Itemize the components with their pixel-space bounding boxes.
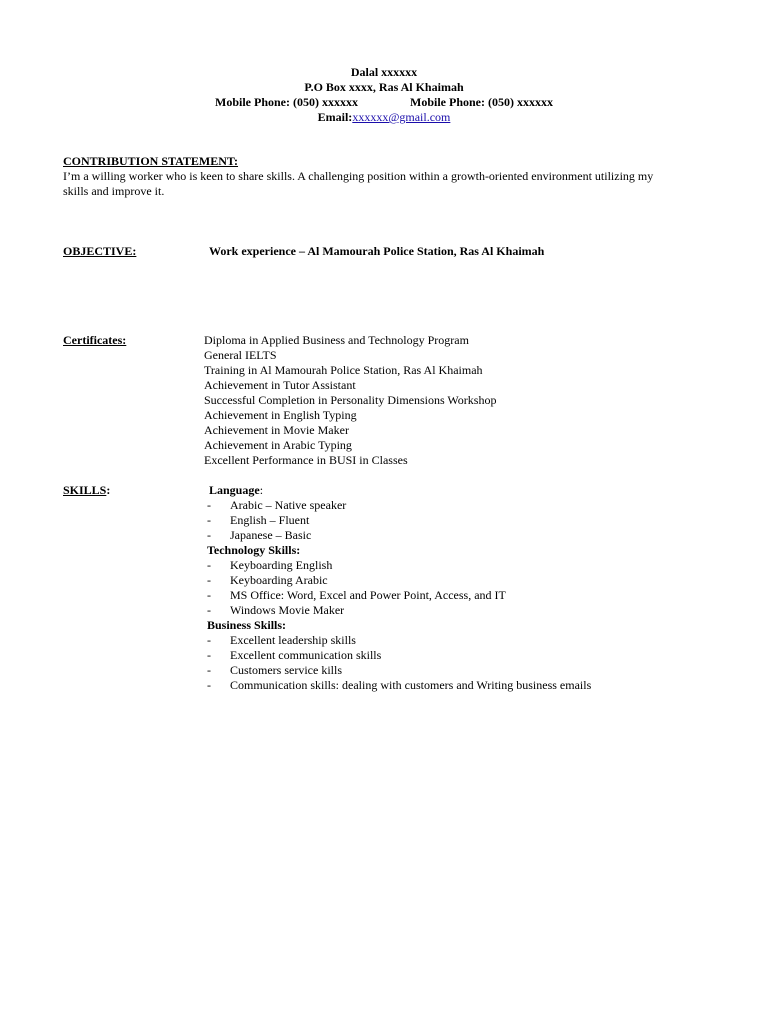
email-link[interactable]: xxxxxx@gmail.com xyxy=(352,110,451,124)
mobile-phone-1: Mobile Phone: (050) xxxxxx xyxy=(215,95,358,109)
bullet-dash: - xyxy=(207,498,211,512)
contribution-section xyxy=(63,154,693,199)
certificates-heading: Certificates: xyxy=(63,333,127,347)
certificate-item: Training in Al Mamourah Police Station, Ras Al Khaimah xyxy=(204,363,483,377)
bullet-dash: - xyxy=(207,573,211,587)
postal-address: P.O Box xxxx, Ras Al Khaimah xyxy=(304,80,464,94)
bullet-dash: - xyxy=(207,633,211,647)
skills-section xyxy=(63,483,703,692)
technology-title: Technology Skills: xyxy=(207,543,301,557)
language-item: Arabic – Native speaker xyxy=(230,498,347,512)
certificate-item: Achievement in English Typing xyxy=(204,408,357,422)
contribution-line-2: skills and improve it. xyxy=(63,184,165,198)
certificates-section xyxy=(63,333,703,467)
certificate-item: Achievement in Tutor Assistant xyxy=(204,378,356,392)
certificate-item: Successful Completion in Personality Dimensions Workshop xyxy=(204,393,497,407)
language-title-colon: : xyxy=(259,483,264,497)
certificate-item: Excellent Performance in BUSI in Classes xyxy=(204,453,408,467)
skills-heading: SKILLS xyxy=(63,483,107,497)
certificate-item: General IELTS xyxy=(204,348,277,362)
bullet-dash: - xyxy=(207,528,211,542)
technology-item: Windows Movie Maker xyxy=(230,603,345,617)
objective-section xyxy=(63,244,703,259)
business-item: Excellent leadership skills xyxy=(230,633,356,647)
list-item xyxy=(207,588,506,603)
language-item: English – Fluent xyxy=(230,513,310,527)
applicant-name: Dalal xxxxxx xyxy=(350,65,418,79)
list-item xyxy=(207,663,342,678)
bullet-dash: - xyxy=(207,678,211,692)
technology-item: MS Office: Word, Excel and Power Point, Access, and IT xyxy=(230,588,506,602)
language-title-text: Language xyxy=(209,483,260,497)
certificate-item: Achievement in Movie Maker xyxy=(204,423,349,437)
bullet-dash: - xyxy=(207,588,211,602)
phone-numbers xyxy=(0,95,768,110)
contribution-text xyxy=(63,169,693,199)
list-item xyxy=(207,528,312,543)
business-item: Excellent communication skills xyxy=(230,648,382,662)
certificate-item: Achievement in Arabic Typing xyxy=(204,438,352,452)
technology-item: Keyboarding English xyxy=(230,558,333,572)
list-item xyxy=(207,558,333,573)
email-label: Email: xyxy=(317,110,353,124)
business-title: Business Skills: xyxy=(207,618,287,632)
list-item xyxy=(207,633,356,648)
business-item: Communication skills: dealing with customers and Writing business emails xyxy=(230,678,592,692)
mobile-phone-2: Mobile Phone: (050) xxxxxx xyxy=(410,95,553,109)
business-item: Customers service kills xyxy=(230,663,342,677)
technology-item: Keyboarding Arabic xyxy=(230,573,328,587)
contact-header xyxy=(0,65,768,125)
list-item xyxy=(207,513,310,528)
list-item xyxy=(207,573,328,588)
contribution-line-1: I’m a willing worker who is keen to share skills. A challenging position within a growth-oriented environment utilizing my xyxy=(63,169,654,183)
skills-heading-wrap xyxy=(63,483,110,497)
email-line xyxy=(0,110,768,125)
skills-heading-colon: : xyxy=(106,483,111,497)
objective-value: Work experience – Al Mamourah Police Station, Ras Al Khaimah xyxy=(209,244,545,258)
bullet-dash: - xyxy=(207,513,211,527)
skills-body xyxy=(207,483,592,693)
list-item xyxy=(207,678,592,693)
list-item xyxy=(207,603,345,618)
language-item: Japanese – Basic xyxy=(230,528,312,542)
bullet-dash: - xyxy=(207,663,211,677)
list-item xyxy=(207,498,347,513)
certificates-list xyxy=(204,333,496,468)
bullet-dash: - xyxy=(207,648,211,662)
certificate-item: Diploma in Applied Business and Technology Program xyxy=(204,333,469,347)
bullet-dash: - xyxy=(207,603,211,617)
contribution-heading: CONTRIBUTION STATEMENT: xyxy=(63,154,239,168)
language-title xyxy=(209,483,300,498)
objective-heading: OBJECTIVE: xyxy=(63,244,137,258)
bullet-dash: - xyxy=(207,558,211,572)
list-item xyxy=(207,648,382,663)
